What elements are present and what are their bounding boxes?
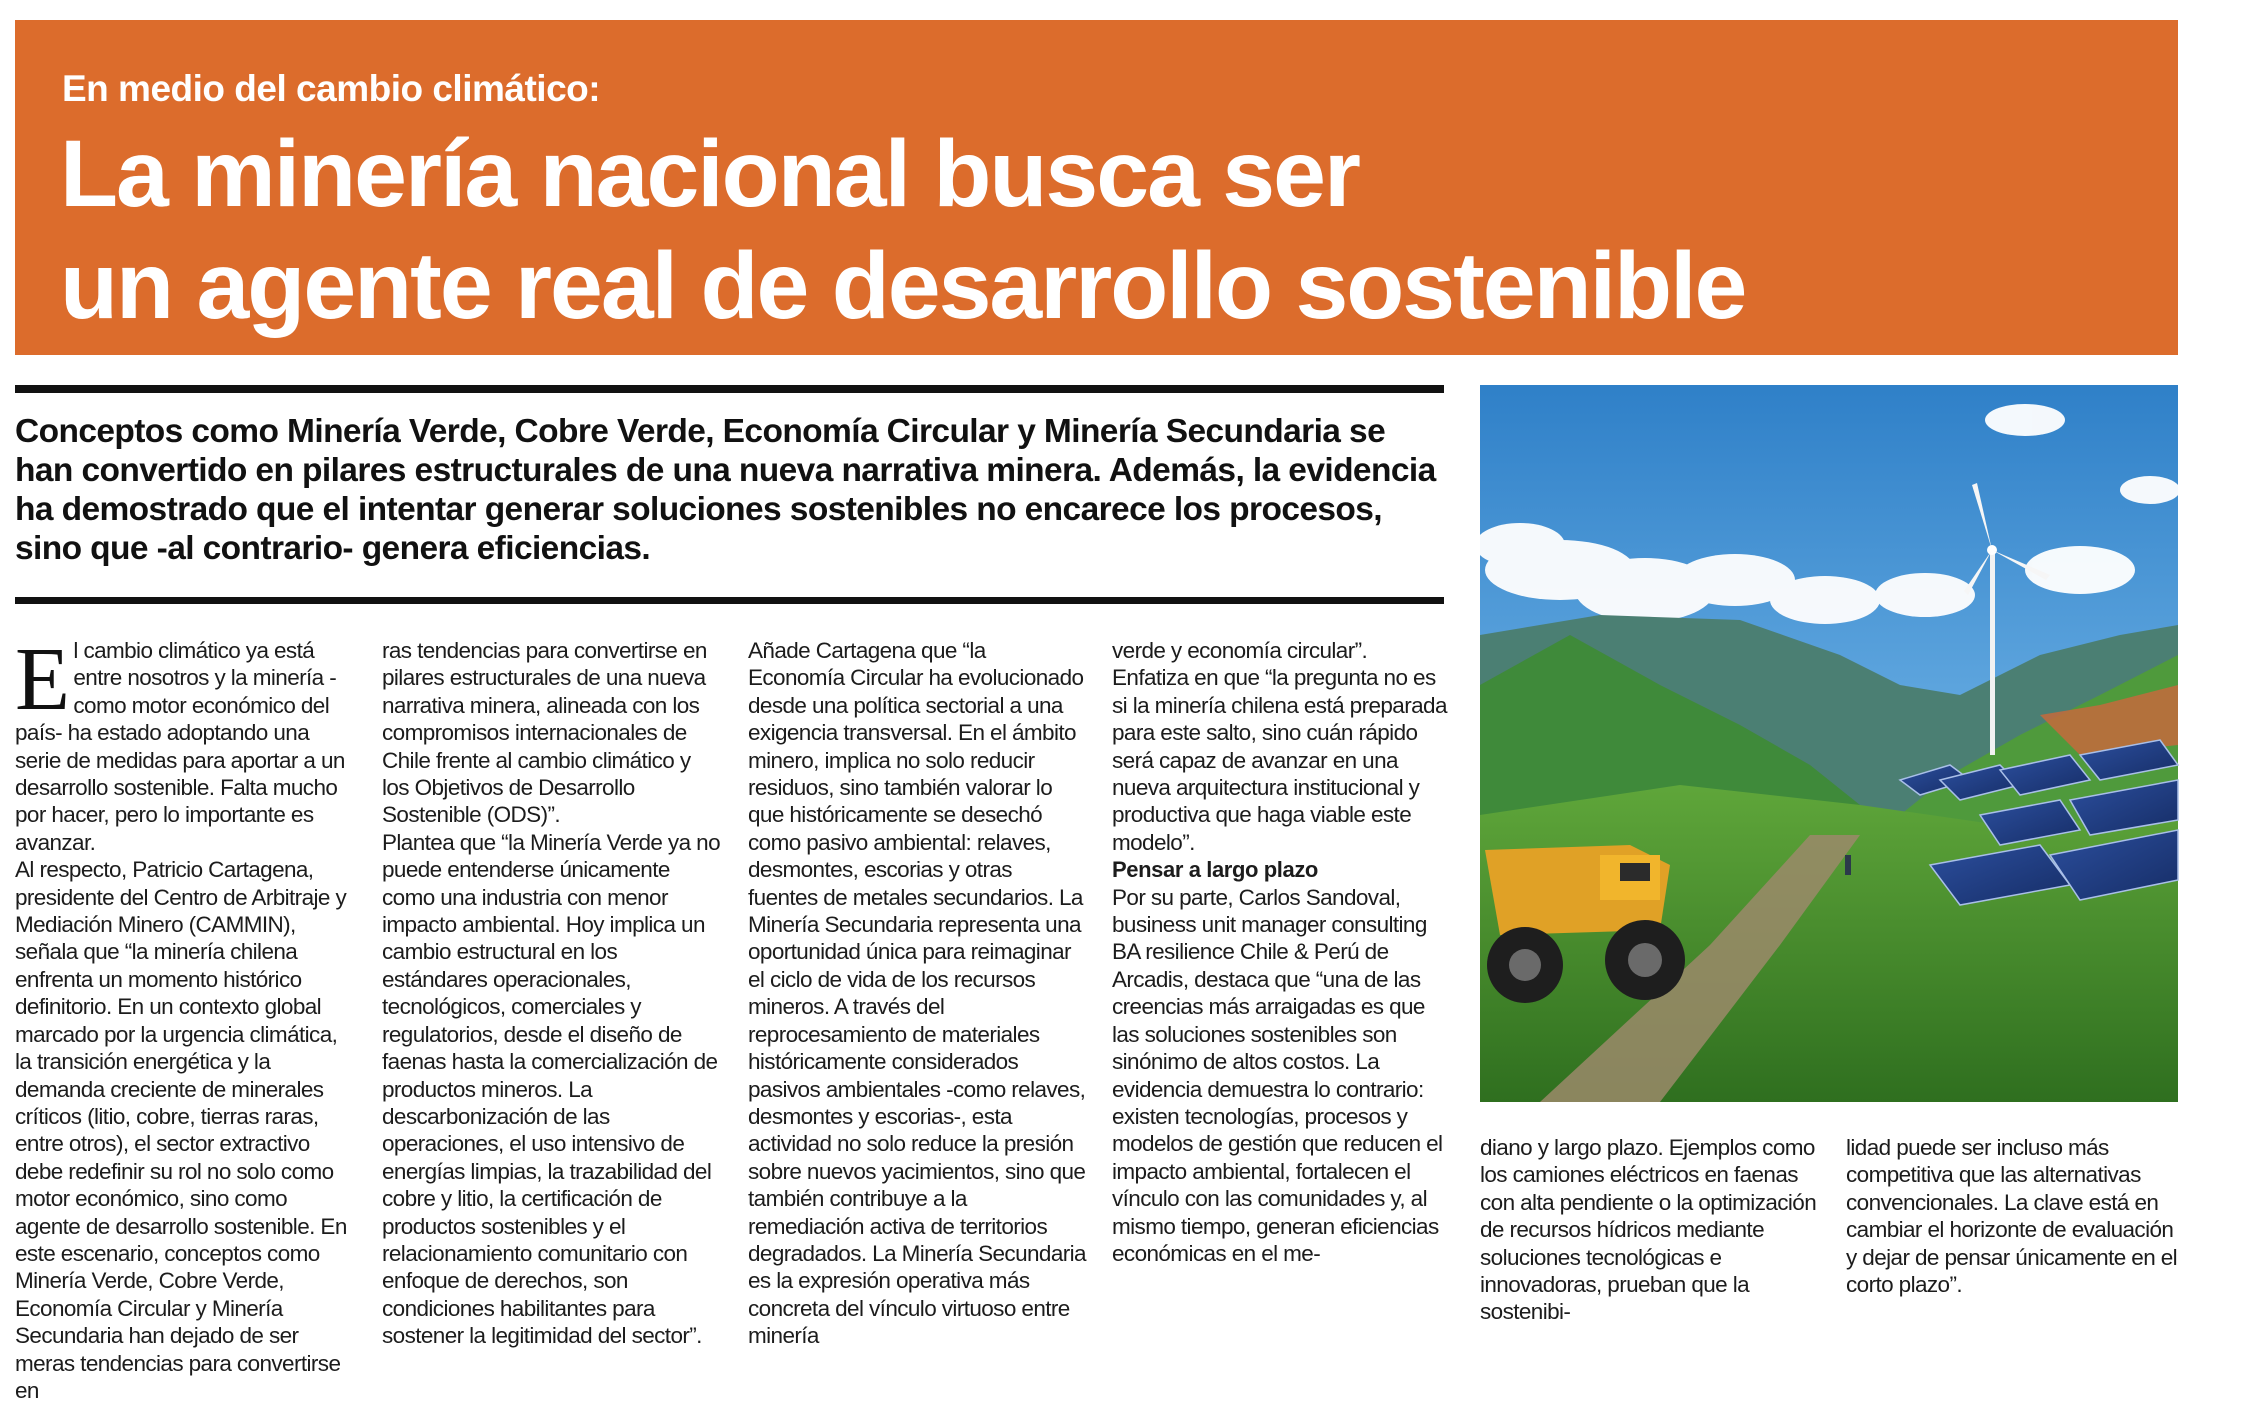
paragraph: lidad puede ser incluso más competitiva que las alternativas convencionales. La clave está en cambiar el horizonte de evaluación y dejar de pensar únicamente en el corto plazo”. [1846, 1135, 2178, 1298]
paragraph: Plantea que “la Minería Verde ya no puede entenderse únicamente como una industria con menor impacto ambiental. Hoy implica un cambio estructural en los estándares operacionales, tecnológicos, comerciales y regulatorios, desde el diseño de faenas hasta la comercialización de productos mineros. La descarbonización de las operaciones, el uso intensivo de energías limpias, la trazabilidad del cobre y litio, la certificación de productos sostenibles y el relacionamiento comunitario con enfoque de derechos, son condiciones habilitantes para sostener la legitimidad del sector”. [382, 829, 720, 1349]
landscape-illustration [1480, 385, 2178, 1102]
article-column-5 [1480, 1134, 1818, 1325]
lead-top-rule [15, 385, 1444, 393]
subheading: Pensar a largo plazo [1112, 857, 1318, 883]
article-column-2 [382, 637, 720, 1349]
paragraph: Enfatiza en que “la pregunta no es si la minería chilena está preparada para este salto, sino cuán rápido será capaz de avanzar en una nueva arquitectura institucional y productiva que haga viable este modelo”. [1112, 665, 1447, 855]
headline-line-1: La minería nacional busca ser [60, 121, 1359, 227]
article-column-3 [748, 637, 1086, 1349]
paragraph: verde y economía circular”. [1112, 638, 1368, 663]
headline-line-2: un agente real de desarrollo sostenible [60, 233, 1746, 339]
dropcap: E [15, 630, 70, 729]
paragraph: Añade Cartagena que “la Economía Circular ha evolucionado desde una política sectorial a una exigencia transversal. En el ámbito minero, implica no solo reducir residuos, sino también valorar lo que históricamente se desechó como pasivo ambiental: relaves, desmontes, escorias y otras fuentes de metales secundarios. La Minería Secundaria representa una oportunidad única para reimaginar el ciclo de vida de los recursos mineros. A través del reprocesamiento de materiales históricamente considerados pasivos ambientales -como relaves, desmontes y escorias-, esta actividad no solo reduce la presión sobre nuevos yacimientos, sino que también contribuye a la remediación activa de territorios degradados. La Minería Secundaria es la expresión operativa más concreta del vínculo virtuoso entre minería [748, 638, 1086, 1349]
article-column-6 [1846, 1134, 2184, 1304]
paragraph: diano y largo plazo. Ejemplos como los camiones eléctricos en faenas con alta pendiente o la optimización de recursos hídricos mediante soluciones tecnológicas e innovadoras, prueban que la sostenibi- [1480, 1135, 1817, 1325]
lead-paragraph: Conceptos como Minería Verde, Cobre Verde, Economía Circular y Minería Secundaria se han convertido en pilares estructurales de una nueva narrativa minera. Además, la evidencia ha demostrado que el intentar generar soluciones sostenibles no encarece los procesos, sino que -al contrario- genera eficiencias. [15, 413, 1436, 567]
article-column-1 [15, 630, 353, 1403]
paragraph: l cambio climático ya está entre nosotros y la minería -como motor económico del país- ha estado adoptando una serie de medidas para aportar a un desarrollo sostenible. Falta mucho por hacer, pero lo importante es avanzar. [15, 638, 345, 855]
article-photo [1480, 385, 2178, 1102]
lead-bottom-rule [15, 597, 1444, 604]
headline [60, 118, 1745, 342]
paragraph: Por su parte, Carlos Sandoval, business unit manager consulting BA resilience Chile & Perú de Arcadis, destaca que “una de las creencias más arraigadas es que las soluciones sostenibles son sinónimo de altos costos. La evidencia demuestra lo contrario: existen tecnologías, procesos y modelos de gestión que reducen el impacto ambiental, fortalecen el vínculo con las comunidades y, al mismo tiempo, generan eficiencias económicas en el me- [1112, 884, 1443, 1266]
kicker: En medio del cambio climático: [62, 68, 601, 109]
paragraph: Al respecto, Patricio Cartagena, presidente del Centro de Arbitraje y Mediación Minero (CAMMIN), señala que “la minería chilena enfrenta un momento histórico definitorio. En un contexto global marcado por la urgencia climática, la transición energética y la demanda creciente de minerales críticos (litio, cobre, tierras raras, entre otros), el sector extractivo debe redefinir su rol no solo como motor económico, sino como agente de desarrollo sostenible. En este escenario, conceptos como Minería Verde, Cobre Verde, Economía Circular y Minería Secundaria han dejado de ser meras tendencias para convertirse en [15, 857, 347, 1403]
article-column-4 [1112, 637, 1450, 1302]
valley-grass [1480, 785, 2178, 1102]
worker [1845, 855, 1851, 875]
paragraph: ras tendencias para convertirse en pilares estructurales de una nueva narrativa minera, alineada con los compromisos internacionales de Chile frente al cambio climático y los Objetivos de Desarrollo Sostenible (ODS)”. [382, 638, 707, 828]
